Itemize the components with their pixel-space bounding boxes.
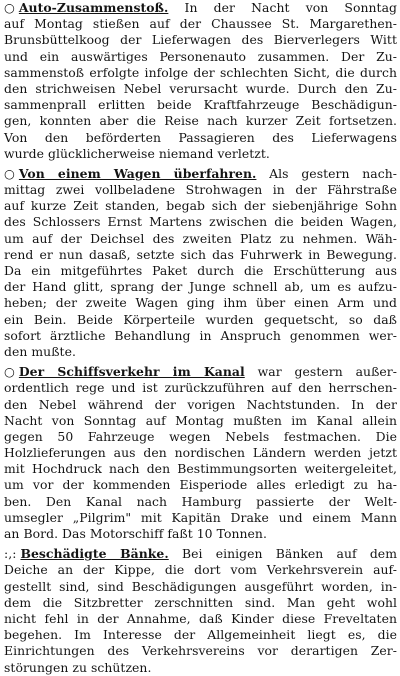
article-line: wurde glücklicherweise niemand verletzt.	[4, 145, 270, 161]
article-line: heben; der zweite Wagen ging ihm über einen Arm und	[4, 295, 397, 311]
article-line: umsegler „Pilgrim" mit Kapitän Drake und einem Mann	[4, 509, 397, 525]
article-line: dem die Sitzbretter zerschnitten sind. Man geht wohl	[4, 594, 397, 610]
article-first-line	[4, 546, 397, 562]
article-line: Brunsbüttelkoog der Lieferwagen des Bierverlegers Witt	[4, 32, 397, 48]
article-line: störungen zu schützen.	[4, 659, 152, 675]
article-first-line-rest: Bei einigen Bänken auf dem	[181, 546, 397, 562]
article-line: nicht fehl in der Annahme, daß Kinder diese Freveltaten	[4, 610, 397, 626]
article-first-line-rest: In der Nacht von Sonntag	[184, 0, 397, 15]
article-marker: :,:	[4, 546, 17, 562]
article-marker: ○	[4, 0, 15, 15]
article-line: den Nebel während der vorigen Nachtstunden. In der	[4, 396, 397, 412]
article-line: gegen 50 Fahrzeuge wegen Nebels festmachen. Die	[4, 428, 397, 444]
article-line: rend er nun dasaß, setzte sich das Fuhrwerk in Bewegung.	[4, 246, 397, 262]
article-line: Von den beförderten Passagieren des Lieferwagens	[4, 129, 397, 145]
article-line: ordentlich rege und ist zurückzuführen auf den herrschen-	[4, 380, 397, 396]
article-line: Nacht von Sonntag auf Montag mußten im Kanal allein	[4, 412, 397, 428]
article-line: Deiche an der Kippe, die dort vom Verkehrsverein auf-	[4, 562, 397, 578]
article-run-over	[4, 166, 397, 360]
article-headline: Der Schiffsverkehr im Kanal	[18, 364, 245, 380]
article-line: den mußte.	[4, 343, 76, 359]
article-line: an Bord. Das Motorschiff faßt 10 Tonnen.	[4, 526, 267, 541]
article-headline: Von einem Wagen überfahren.	[18, 165, 257, 181]
article-headline: Beschädigte Bänke.	[20, 546, 169, 562]
article-first-line-rest: Als gestern nach-	[269, 165, 397, 181]
article-line: des Schlossers Ernst Martens zwischen die beiden Wagen,	[4, 214, 397, 230]
article-marker: ○	[4, 364, 15, 380]
article-line: auf Montag stießen auf der Chaussee St. Margarethen-	[4, 16, 397, 32]
article-line: um auf der Deichsel des zweiten Platz zu nehmen. Wäh-	[4, 230, 397, 246]
article-line: gestellt sind, sind Beschädigungen ausgeführt worden, in-	[4, 578, 397, 594]
article-headline: Auto-Zusammenstoß.	[18, 0, 169, 15]
article-first-line	[4, 0, 397, 16]
article-line: den strichweisen Nebel verursacht wurde. Durch den Zu-	[4, 80, 397, 96]
article-first-line	[4, 166, 397, 182]
article-auto-collision	[4, 0, 397, 162]
article-line: sofort ärztliche Behandlung in Anspruch genommen wer-	[4, 327, 397, 343]
article-line: Holzlieferungen aus den nordischen Ländern werden jetzt	[4, 445, 397, 461]
article-line: sammenstoß erfolgte infolge der schlechten Sicht, die durch	[4, 64, 397, 80]
article-damaged-benches	[4, 546, 397, 676]
article-line: Da ein mitgeführtes Paket durch die Erschütterung aus	[4, 263, 397, 278]
article-line: gen, konnten aber die Reise nach kurzer Zeit fortsetzen.	[4, 113, 397, 129]
article-line: Einrichtungen des Verkehrsvereins vor derartigen Zer-	[4, 643, 397, 659]
article-first-line	[4, 364, 397, 380]
article-first-line-rest: war gestern außer-	[257, 364, 397, 380]
article-marker: ○	[4, 165, 15, 181]
article-line: mit Hochdruck nach den Bestimmungsorten weitergeleitet,	[4, 461, 397, 477]
article-line: um vor der kommenden Eisperiode alles erledigt zu ha-	[4, 477, 397, 493]
article-line: der Hand glitt, sprang der Junge schnell ab, um es aufzu-	[4, 279, 397, 295]
article-line: mittag zwei vollbeladene Strohwagen in der Fährstraße	[4, 182, 397, 198]
article-canal-traffic	[4, 364, 397, 542]
article-line: ein Bein. Beide Körperteile wurden gequetscht, so daß	[4, 311, 397, 327]
article-line: auf kurze Zeit standen, begab sich der siebenjährige Sohn	[4, 198, 397, 214]
article-line: und ein auswärtiges Personenauto zusammen. Der Zu-	[4, 48, 397, 64]
article-line: ben. Den Kanal nach Hamburg passierte der Welt-	[4, 493, 397, 509]
article-line: begehen. Im Interesse der Allgemeinheit liegt es, die	[4, 627, 397, 643]
article-line: sammenprall erlitten beide Kraftfahrzeuge Beschädigun-	[4, 97, 397, 113]
